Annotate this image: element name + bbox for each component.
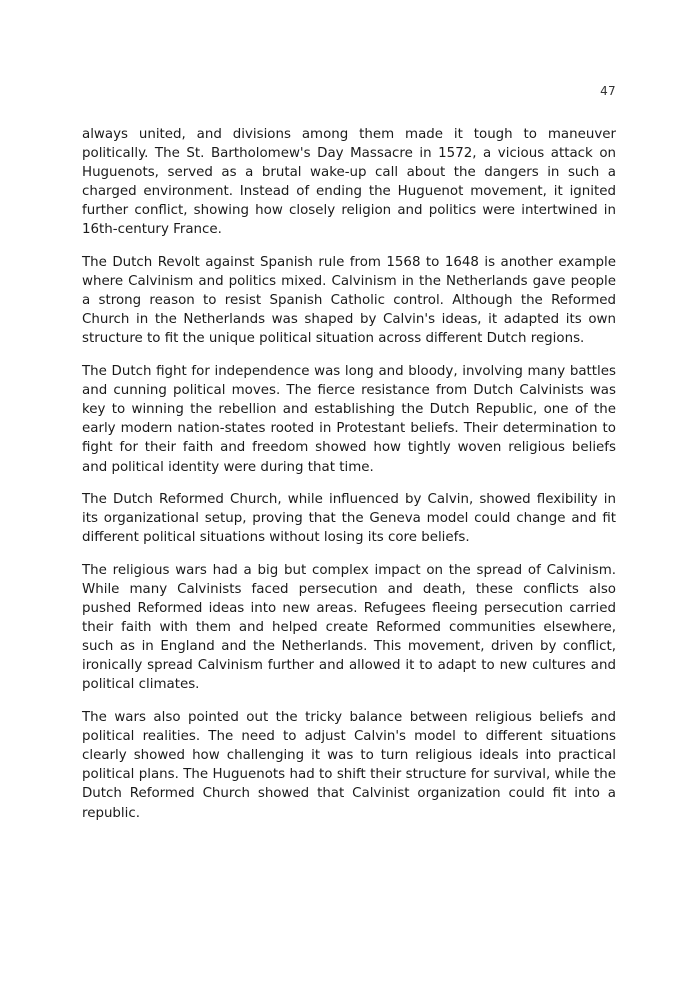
body-text — [82, 125, 616, 836]
paragraph: The Dutch fight for independence was long and bloody, involving many battles and cunning political moves. The fierce resistance from Dutch Calvinists was key to winning the rebellion and establishing the Dutch Republic, one of the early modern nation-states rooted in Protestant beliefs. Their determination to fight for their faith and freedom showed how tightly woven religious beliefs and political identity were during that time. — [82, 364, 616, 475]
paragraph: always united, and divisions among them made it tough to maneuver politically. The St. Bartholomew's Day Massacre in 1572, a vicious attack on Huguenots, served as a brutal wake-up call about the dangers in such a charged environment. Instead of ending the Huguenot movement, it ignited further conflict, showing how closely religion and politics were intertwined in 16th-century France. — [82, 127, 616, 238]
paragraph: The religious wars had a big but complex impact on the spread of Calvinism. While many Calvinists faced persecution and death, these conflicts also pushed Reformed ideas into new areas. Refugees fleeing persecution carried their faith with them and helped create Reformed communities elsewhere, such as in England and the Netherlands. This movement, driven by conflict, ironically spread Calvinism further and allowed it to adapt to new cultures and political climates. — [82, 562, 616, 693]
paragraph: The Dutch Reformed Church, while influenced by Calvin, showed flexibility in its organizational setup, proving that the Geneva model could change and fit different political situations without losing its core beliefs. — [82, 492, 616, 546]
page-number: 47 — [600, 84, 616, 98]
paragraph: The wars also pointed out the tricky balance between religious beliefs and political realities. The need to adjust Calvin's model to different situations clearly showed how challenging it was to turn religious ideals into practical political plans. The Huguenots had to shift their structure for survival, while the Dutch Reformed Church showed that Calvinist organization could fit into a republic. — [82, 710, 616, 821]
paragraph: The Dutch Revolt against Spanish rule from 1568 to 1648 is another example where Calvinism and politics mixed. Calvinism in the Netherlands gave people a strong reason to resist Spanish Catholic control. Although the Reformed Church in the Netherlands was shaped by Calvin's ideas, it adapted its own structure to fit the unique political situation across different Dutch regions. — [82, 255, 616, 347]
